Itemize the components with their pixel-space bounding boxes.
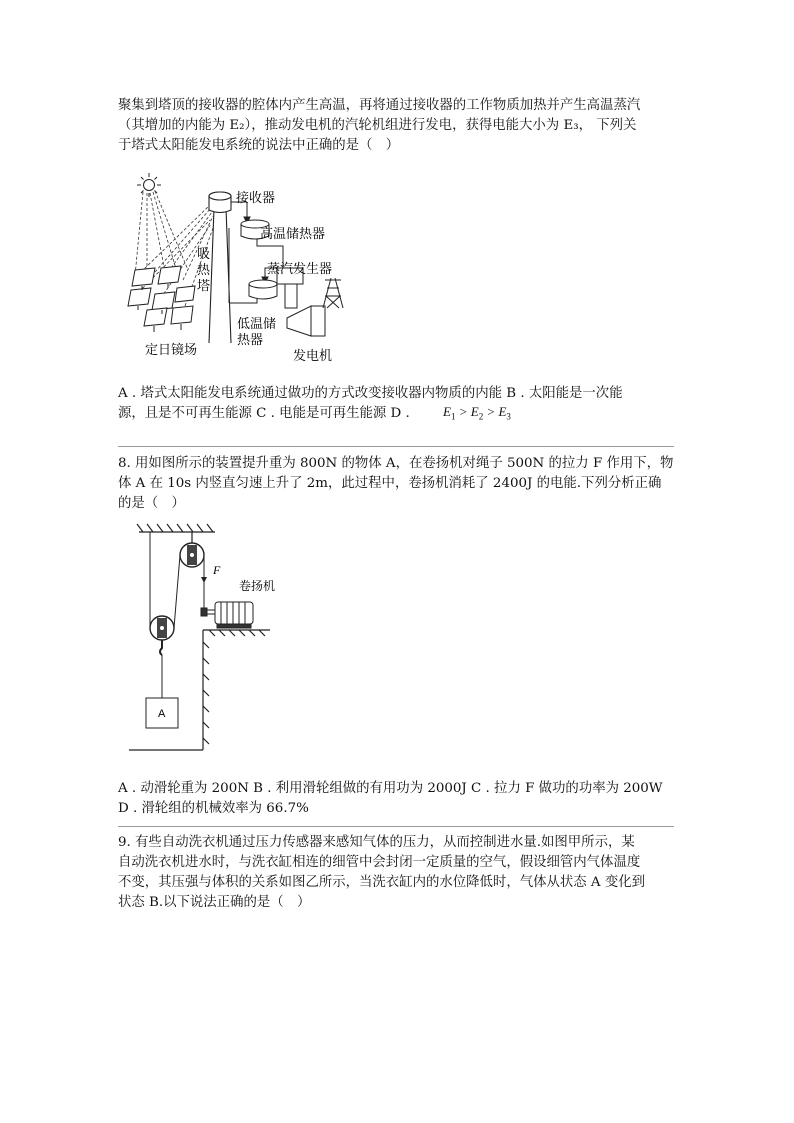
- heat-tower: [209, 192, 231, 343]
- label-receiver: 接收器: [236, 191, 276, 206]
- winch-icon: [201, 602, 253, 628]
- label-object-a: A: [158, 708, 166, 720]
- sun-icon: [137, 173, 161, 197]
- label-heliostat-field: 定日镜场: [145, 343, 198, 358]
- q8-options: [118, 779, 678, 819]
- label-steam-generator: 蒸汽发生器: [267, 262, 333, 277]
- generator-icon: [287, 306, 325, 336]
- fixed-pulley: [180, 532, 204, 567]
- pulley-winch-diagram: [125, 520, 275, 760]
- q8-stem-line-2: 体 A 在 10s 内竖直匀速上升了 2m，此过程中，卷扬机消耗了 2400J 的电能.下列分析正确: [118, 476, 662, 491]
- q7-options-line-2: 源，且是不可再生能源 C . 电能是可再生能源 D .: [118, 406, 410, 421]
- q7-formula: $E_1 > E_2 > E_3$: [443, 404, 511, 422]
- q9-stem: [118, 833, 678, 913]
- label-tower-3: 塔: [197, 279, 211, 294]
- q9-stem-line-2: 自动洗衣机进水时，与洗衣缸相连的细管中会封闭一定质量的空气，假设细管内气体温度: [118, 855, 641, 870]
- q7-options: [118, 384, 678, 424]
- q7-stem-line-2: （其增加的内能为 E₂），推动发电机的汽轮机组进行发电，获得电能大小为 E₃， 下列关: [118, 118, 637, 133]
- power-pylon-icon: [323, 278, 343, 308]
- label-low-temp-storage-2: 热器: [237, 333, 264, 348]
- label-winch: 卷扬机: [239, 579, 275, 593]
- label-generator: 发电机: [293, 349, 333, 364]
- q7-stem-line-1: 聚集到塔顶的接收器的腔体内产生高温，再将通过接收器的工作物质加热并产生高温蒸汽: [118, 98, 641, 113]
- low-temp-storage: [249, 280, 277, 299]
- q8-options-line-2: D . 滑轮组的机械效率为 66.7%: [118, 801, 309, 816]
- label-low-temp-storage-1: 低温储: [237, 317, 277, 332]
- solar-tower-diagram: [125, 168, 350, 368]
- q9-stem-line-4: 状态 B.以下说法正确的是（ ）: [118, 895, 311, 910]
- q8-stem: [118, 454, 678, 514]
- ceiling: [137, 524, 215, 532]
- q7-stem: [118, 96, 678, 156]
- q9-stem-line-3: 不变，其压强与体积的关系如图乙所示，当洗衣缸内的水位降低时，气体从状态 A 变化到: [118, 875, 646, 890]
- sun-rays: [135, 191, 188, 276]
- q8-options-line-1: A . 动滑轮重为 200N B . 利用滑轮组做的有用功为 2000J C . 拉力 F 做功的功率为 200W: [118, 781, 663, 796]
- label-tower-2: 热: [197, 263, 211, 278]
- label-tower-1: 吸: [197, 247, 211, 262]
- movable-pulley: [150, 616, 174, 655]
- q7-stem-line-3: 于塔式太阳能发电系统的说法中正确的是（ ）: [118, 138, 400, 153]
- label-force: F: [213, 563, 221, 577]
- label-high-temp-storage: 高温储热器: [260, 227, 326, 242]
- q8-stem-line-1: 8. 用如图所示的装置提升重为 800N 的物体 A，在卷扬机对绳子 500N 的拉力 F 作用下，物: [118, 456, 674, 471]
- divider-1: [118, 446, 674, 447]
- q7-options-line-1: A . 塔式太阳能发电系统通过做功的方式改变接收器内物质的内能 B . 太阳能是一次能: [118, 386, 623, 401]
- force-arrow: [201, 560, 207, 583]
- q8-stem-line-3: 的是（ ）: [118, 496, 185, 511]
- platform-wall: [129, 630, 270, 750]
- q9-stem-line-1: 9. 有些自动洗衣机通过压力传感器来感知气体的压力，从而控制进水量.如图甲所示，某: [118, 835, 635, 850]
- divider-2: [118, 826, 674, 827]
